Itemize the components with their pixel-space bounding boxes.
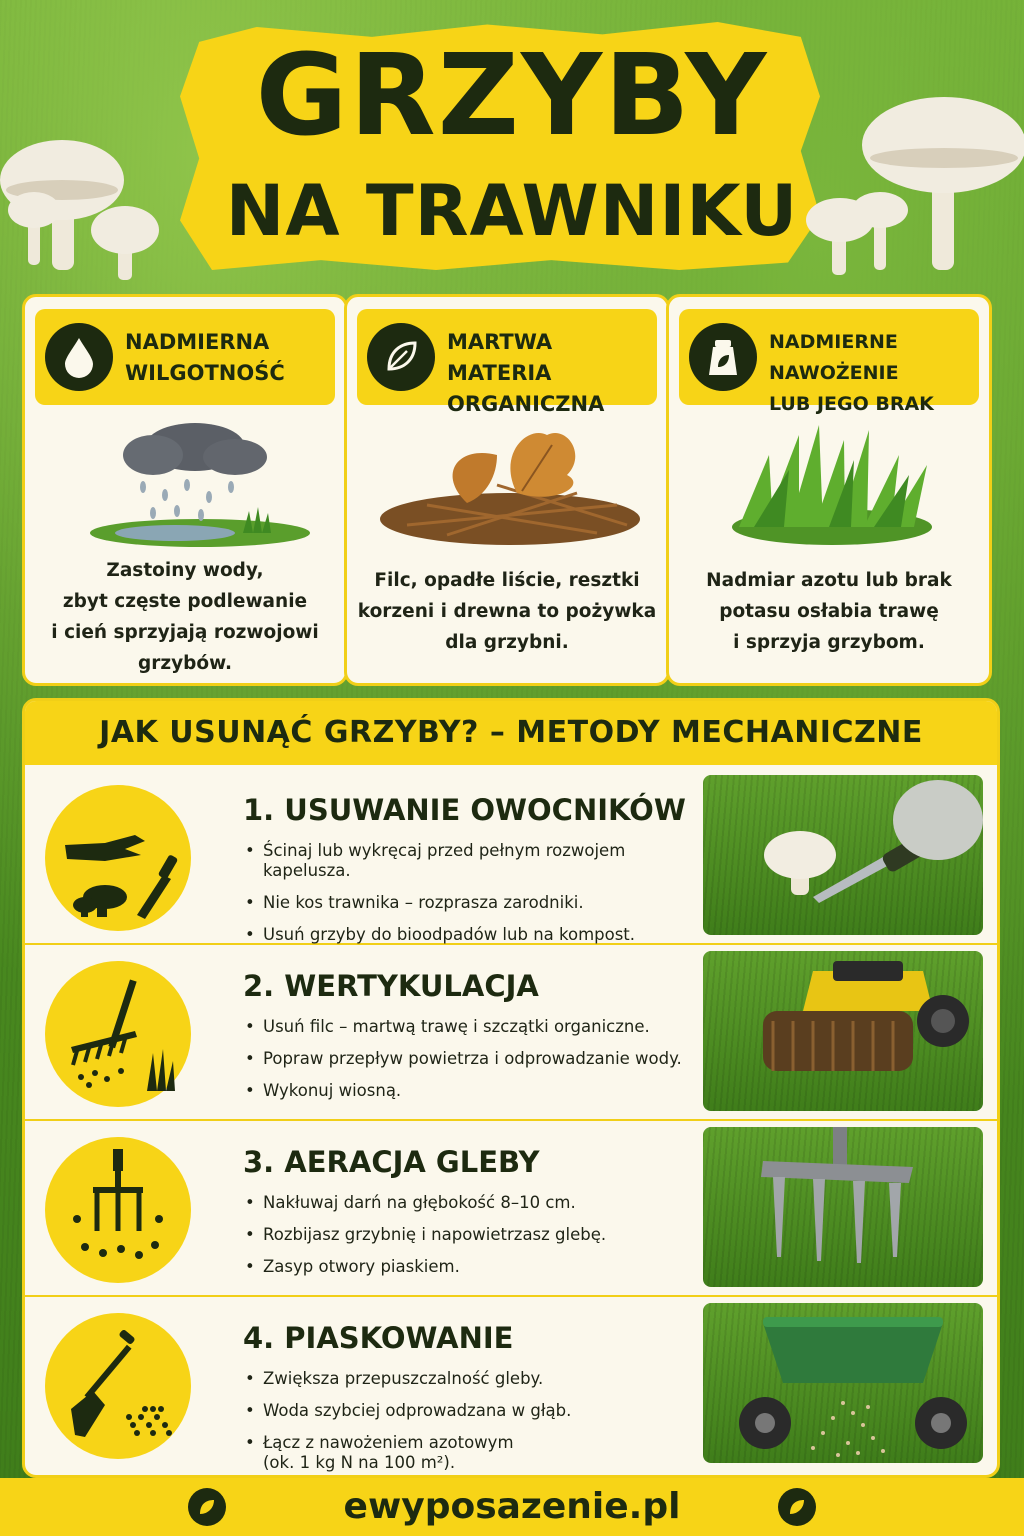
rain-cloud-illustration (25, 415, 348, 555)
leaf-pile-illustration (347, 415, 670, 555)
methods-title: JAK USUNĄĆ GRZYBY? – METODY MECHANICZNE (99, 715, 923, 750)
method-title: 3. AERACJA GLEBY (243, 1145, 540, 1179)
cause-card-header (357, 309, 657, 416)
method-bullets (245, 1017, 715, 1113)
mushroom-cutting-photo (703, 775, 983, 935)
fertilizer-bag-icon (689, 323, 757, 391)
water-drop-icon (45, 323, 113, 391)
cause-title: NADMIERNA WILGOTNOŚĆ (125, 330, 285, 385)
cause-description: Filc, opadłe liście, resztki korzeni i drewna to pożywka dla grzybni. (357, 570, 657, 653)
hand-mushroom-knife-icon (45, 785, 191, 931)
method-aeration (25, 1121, 997, 1297)
method-sanding (25, 1297, 997, 1471)
bullet: • Usuń grzyby do bioodpadów lub na kompost. (245, 925, 715, 945)
grass-tuft-illustration (669, 415, 992, 555)
bullet: • Wykonuj wiosną. (245, 1081, 715, 1101)
method-bullets (245, 1369, 715, 1478)
leaf-icon (778, 1488, 816, 1526)
bullet: • Nie kos trawnika – rozprasza zarodniki. (245, 893, 715, 913)
page-title: GRZYBY (255, 31, 769, 161)
leaf-icon (367, 323, 435, 391)
sand-spreader-photo (703, 1303, 983, 1463)
method-title: 2. WERTYKULACJA (243, 969, 539, 1003)
method-title: 4. PIASKOWANIE (243, 1321, 514, 1355)
cause-title: NADMIERNE NAWOŻENIE LUB JEGO BRAK (769, 331, 934, 415)
page-subtitle: NA TRAWNIKU (225, 170, 799, 252)
bullet: • Ścinaj lub wykręcaj przed pełnym rozwojem kapelusza. (245, 841, 715, 881)
cause-description: Zastoiny wody, zbyt częste podlewanie i cień sprzyjają rozwojowi grzybów. (51, 560, 319, 674)
website-link[interactable]: ewyposazenie.pl (343, 1486, 681, 1527)
method-bullets (245, 841, 715, 957)
bullet: • Zasyp otwory piaskiem. (245, 1257, 715, 1277)
scarifier-photo (703, 951, 983, 1111)
cause-description: Nadmiar azotu lub brak potasu osłabia trawę i sprzyja grzybom. (706, 570, 952, 653)
cause-card-fertilization (666, 294, 992, 686)
bullet: • Rozbijasz grzybnię i napowietrzasz glebę. (245, 1225, 715, 1245)
bullet: • Popraw przepływ powietrza i odprowadzanie wody. (245, 1049, 715, 1069)
bullet: • Zwiększa przepuszczalność gleby. (245, 1369, 715, 1389)
bullet: • Nakłuwaj darń na głębokość 8–10 cm. (245, 1193, 715, 1213)
methods-header (25, 701, 997, 765)
cause-card-organic-matter (344, 294, 670, 686)
method-bullets (245, 1193, 715, 1289)
method-title: 1. USUWANIE OWOCNIKÓW (243, 793, 686, 827)
method-scarification (25, 945, 997, 1121)
cause-card-moisture (22, 294, 348, 686)
methods-panel (22, 698, 1000, 1478)
cause-title: MARTWA MATERIA ORGANICZNA (447, 330, 605, 416)
bullet: • Łącz z nawożeniem azotowym (ok. 1 kg N na 100 m²). (245, 1433, 715, 1473)
aerator-fork-photo (703, 1127, 983, 1287)
cause-card-header (35, 309, 335, 405)
footer-bar (0, 1478, 1024, 1536)
bullet: • Woda szybciej odprowadzana w głąb. (245, 1401, 715, 1421)
cause-card-header (679, 309, 979, 415)
bullet: • Usuń filc – martwą trawę i szczątki organiczne. (245, 1017, 715, 1037)
method-remove-fruiting-bodies (25, 769, 997, 945)
garden-fork-icon (45, 1137, 191, 1283)
rake-icon (45, 961, 191, 1107)
shovel-sand-icon (45, 1313, 191, 1459)
